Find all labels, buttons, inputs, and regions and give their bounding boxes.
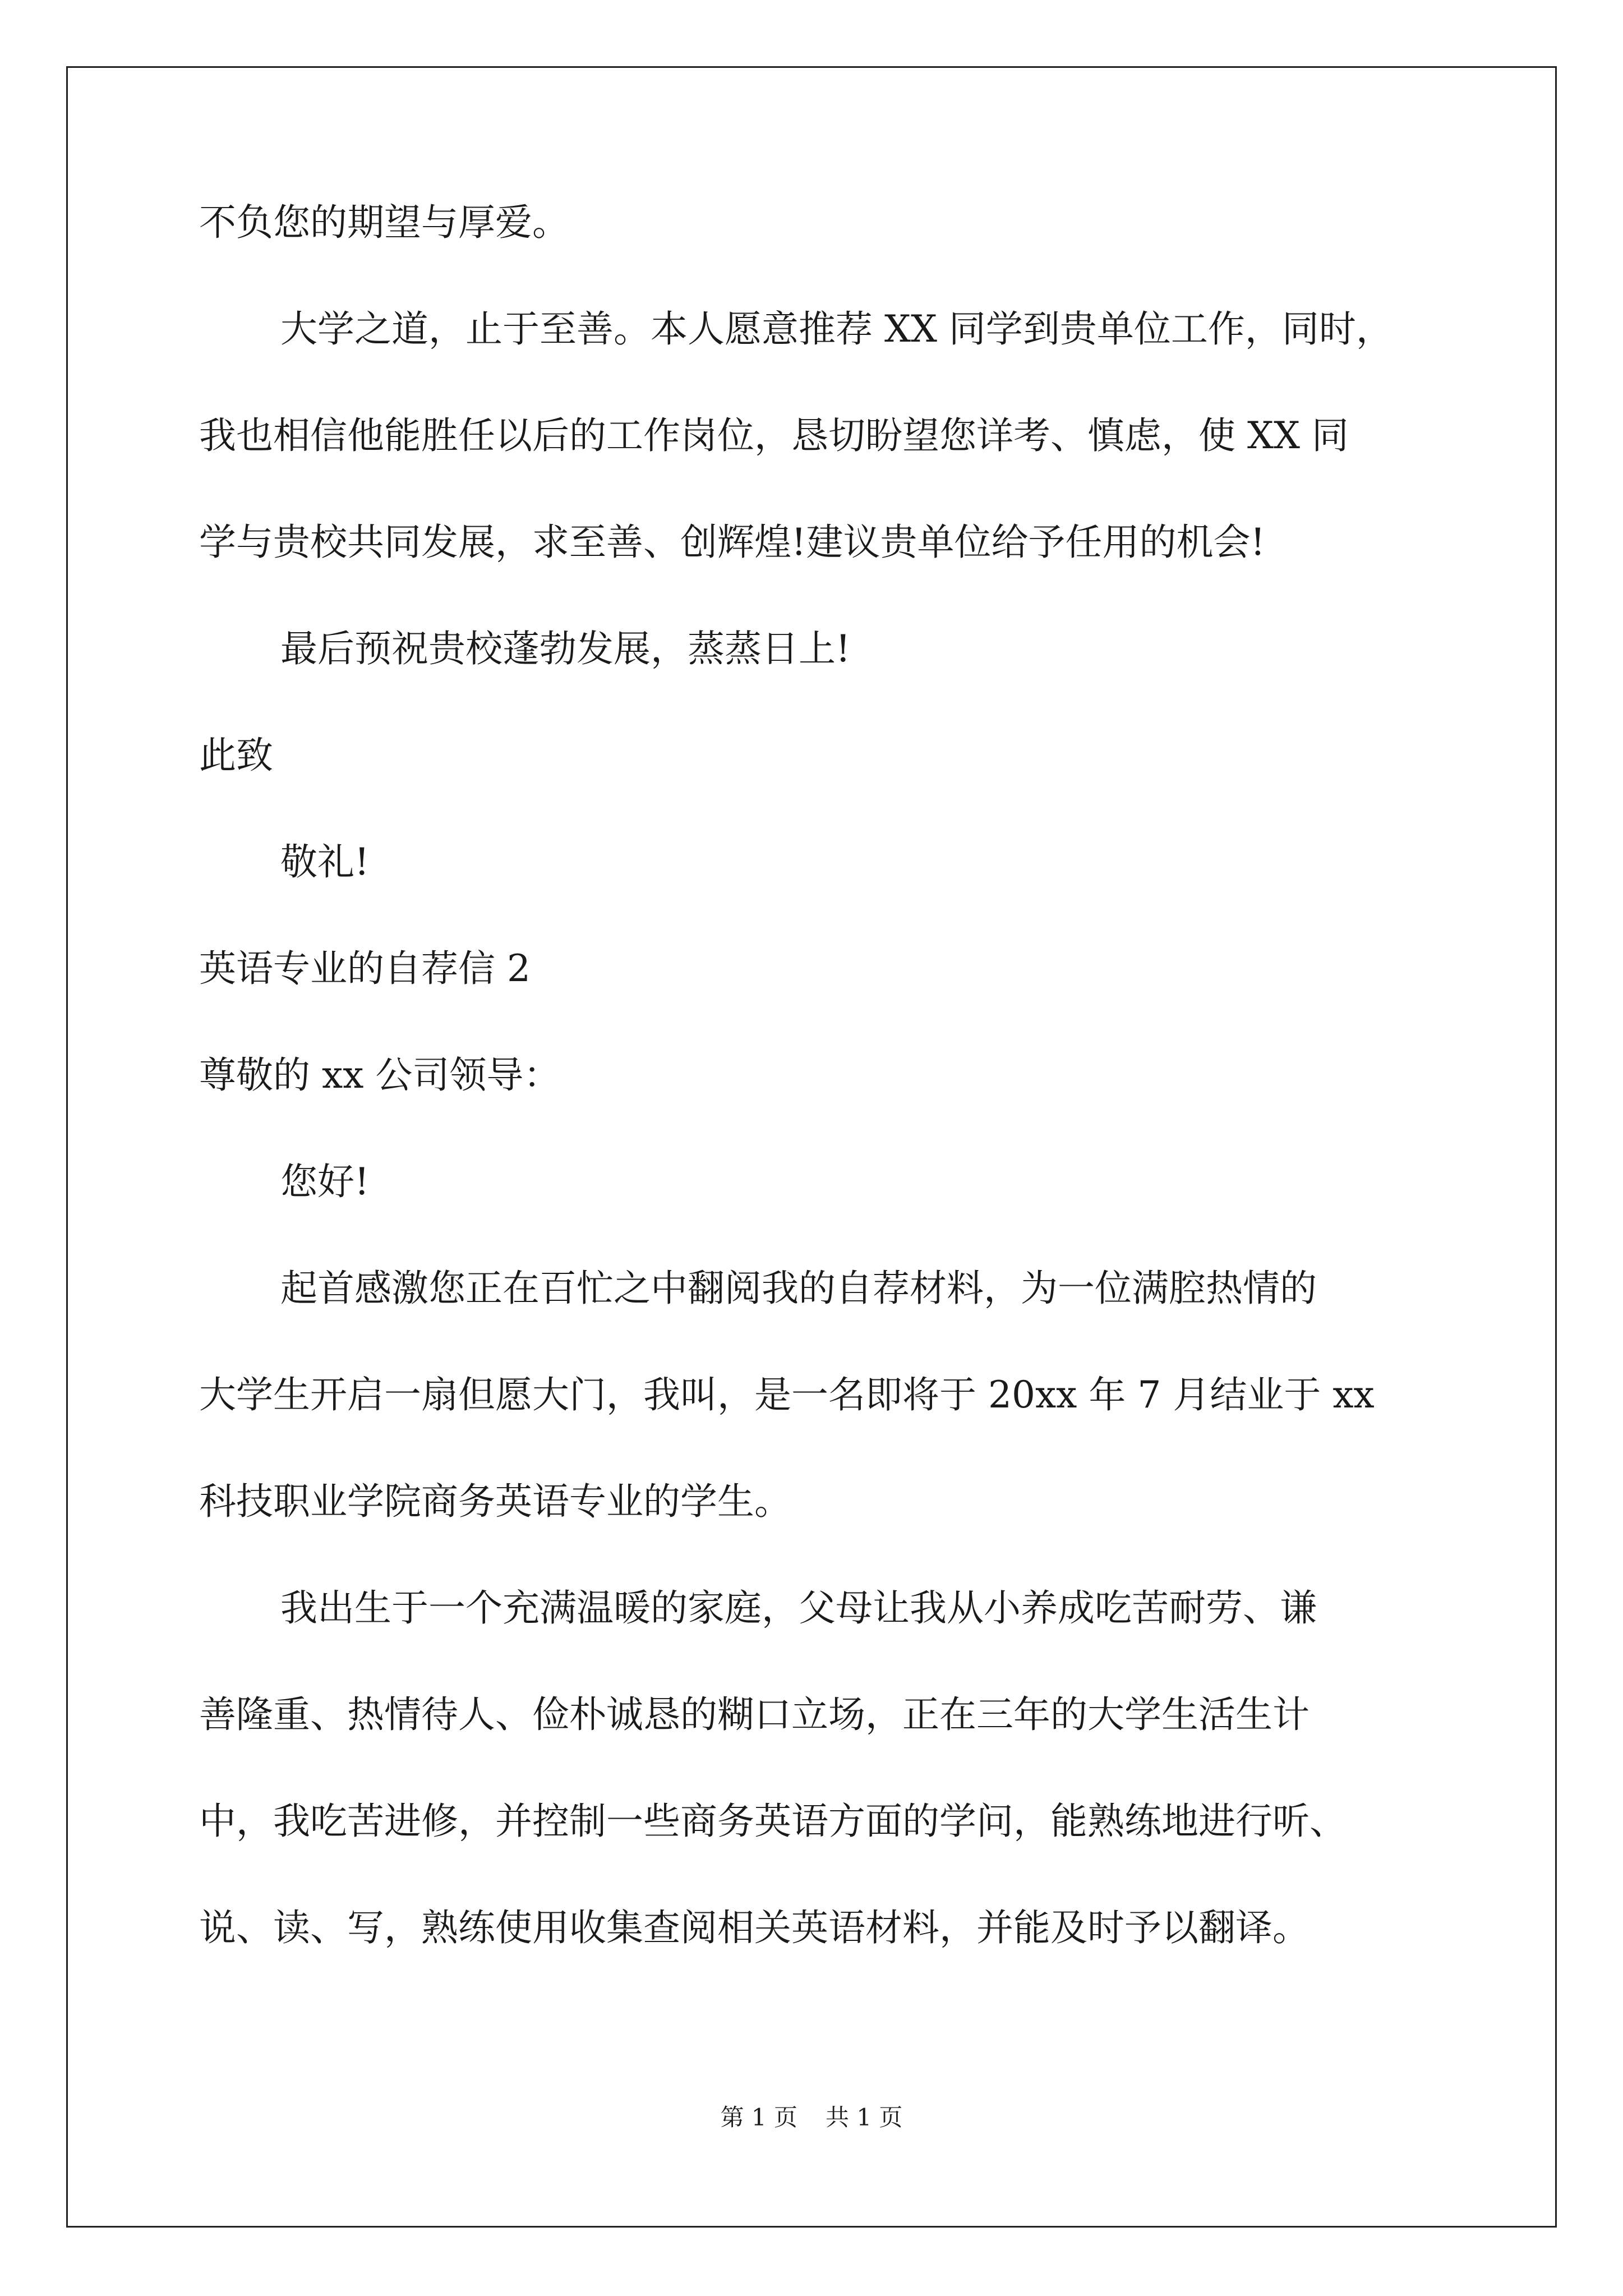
body-line-9: 我出生于一个充满温暖的家庭，父母让我从小养成吃苦耐劳、谦 [280,1586,1317,1630]
body-line-1: 不负您的期望与厚爱。 [199,201,569,244]
body-line-6: 起首感激您正在百忙之中翻阅我的自荐材料，为一位满腔热情的 [280,1267,1317,1310]
page-number-current: 第 1 页 [720,2104,797,2131]
page-number-total: 共 1 页 [826,2104,903,2131]
body-line-11: 中，我吃苦进修，并控制一些商务英语方面的学问，能熟练地进行听、 [199,1800,1347,1843]
greeting-hello: 您好! [280,1160,370,1203]
body-line-5: 最后预祝贵校蓬勃发展，蒸蒸日上! [280,627,851,670]
body-line-4: 学与贵校共同发展，求至善、创辉煌!建议贵单位给予任用的机会! [199,521,1266,564]
body-line-10: 善隆重、热情待人、俭朴诚恳的糊口立场，正在三年的大学生活生计 [199,1693,1310,1736]
page-footer [0,2101,1623,2134]
body-line-12: 说、读、写，熟练使用收集查阅相关英语材料，并能及时予以翻译。 [199,1906,1310,1949]
body-line-7: 大学生开启一扇但愿大门，我叫，是一名即将于 20xx 年 7 月结业于 xx [199,1373,1375,1416]
body-line-3: 我也相信他能胜任以后的工作岗位，恳切盼望您详考、慎虑，使 XX 同 [199,414,1349,457]
closing-regards: 敬礼! [280,840,370,884]
body-line-2: 大学之道，止于至善。本人愿意推荐 XX 同学到贵单位工作，同时， [280,307,1393,351]
closing-salutation: 此致 [199,734,273,777]
body-line-8: 科技职业学院商务英语专业的学生。 [199,1480,791,1523]
greeting-addressee: 尊敬的 xx 公司领导： [199,1053,561,1097]
section-title: 英语专业的自荐信 2 [199,947,531,990]
